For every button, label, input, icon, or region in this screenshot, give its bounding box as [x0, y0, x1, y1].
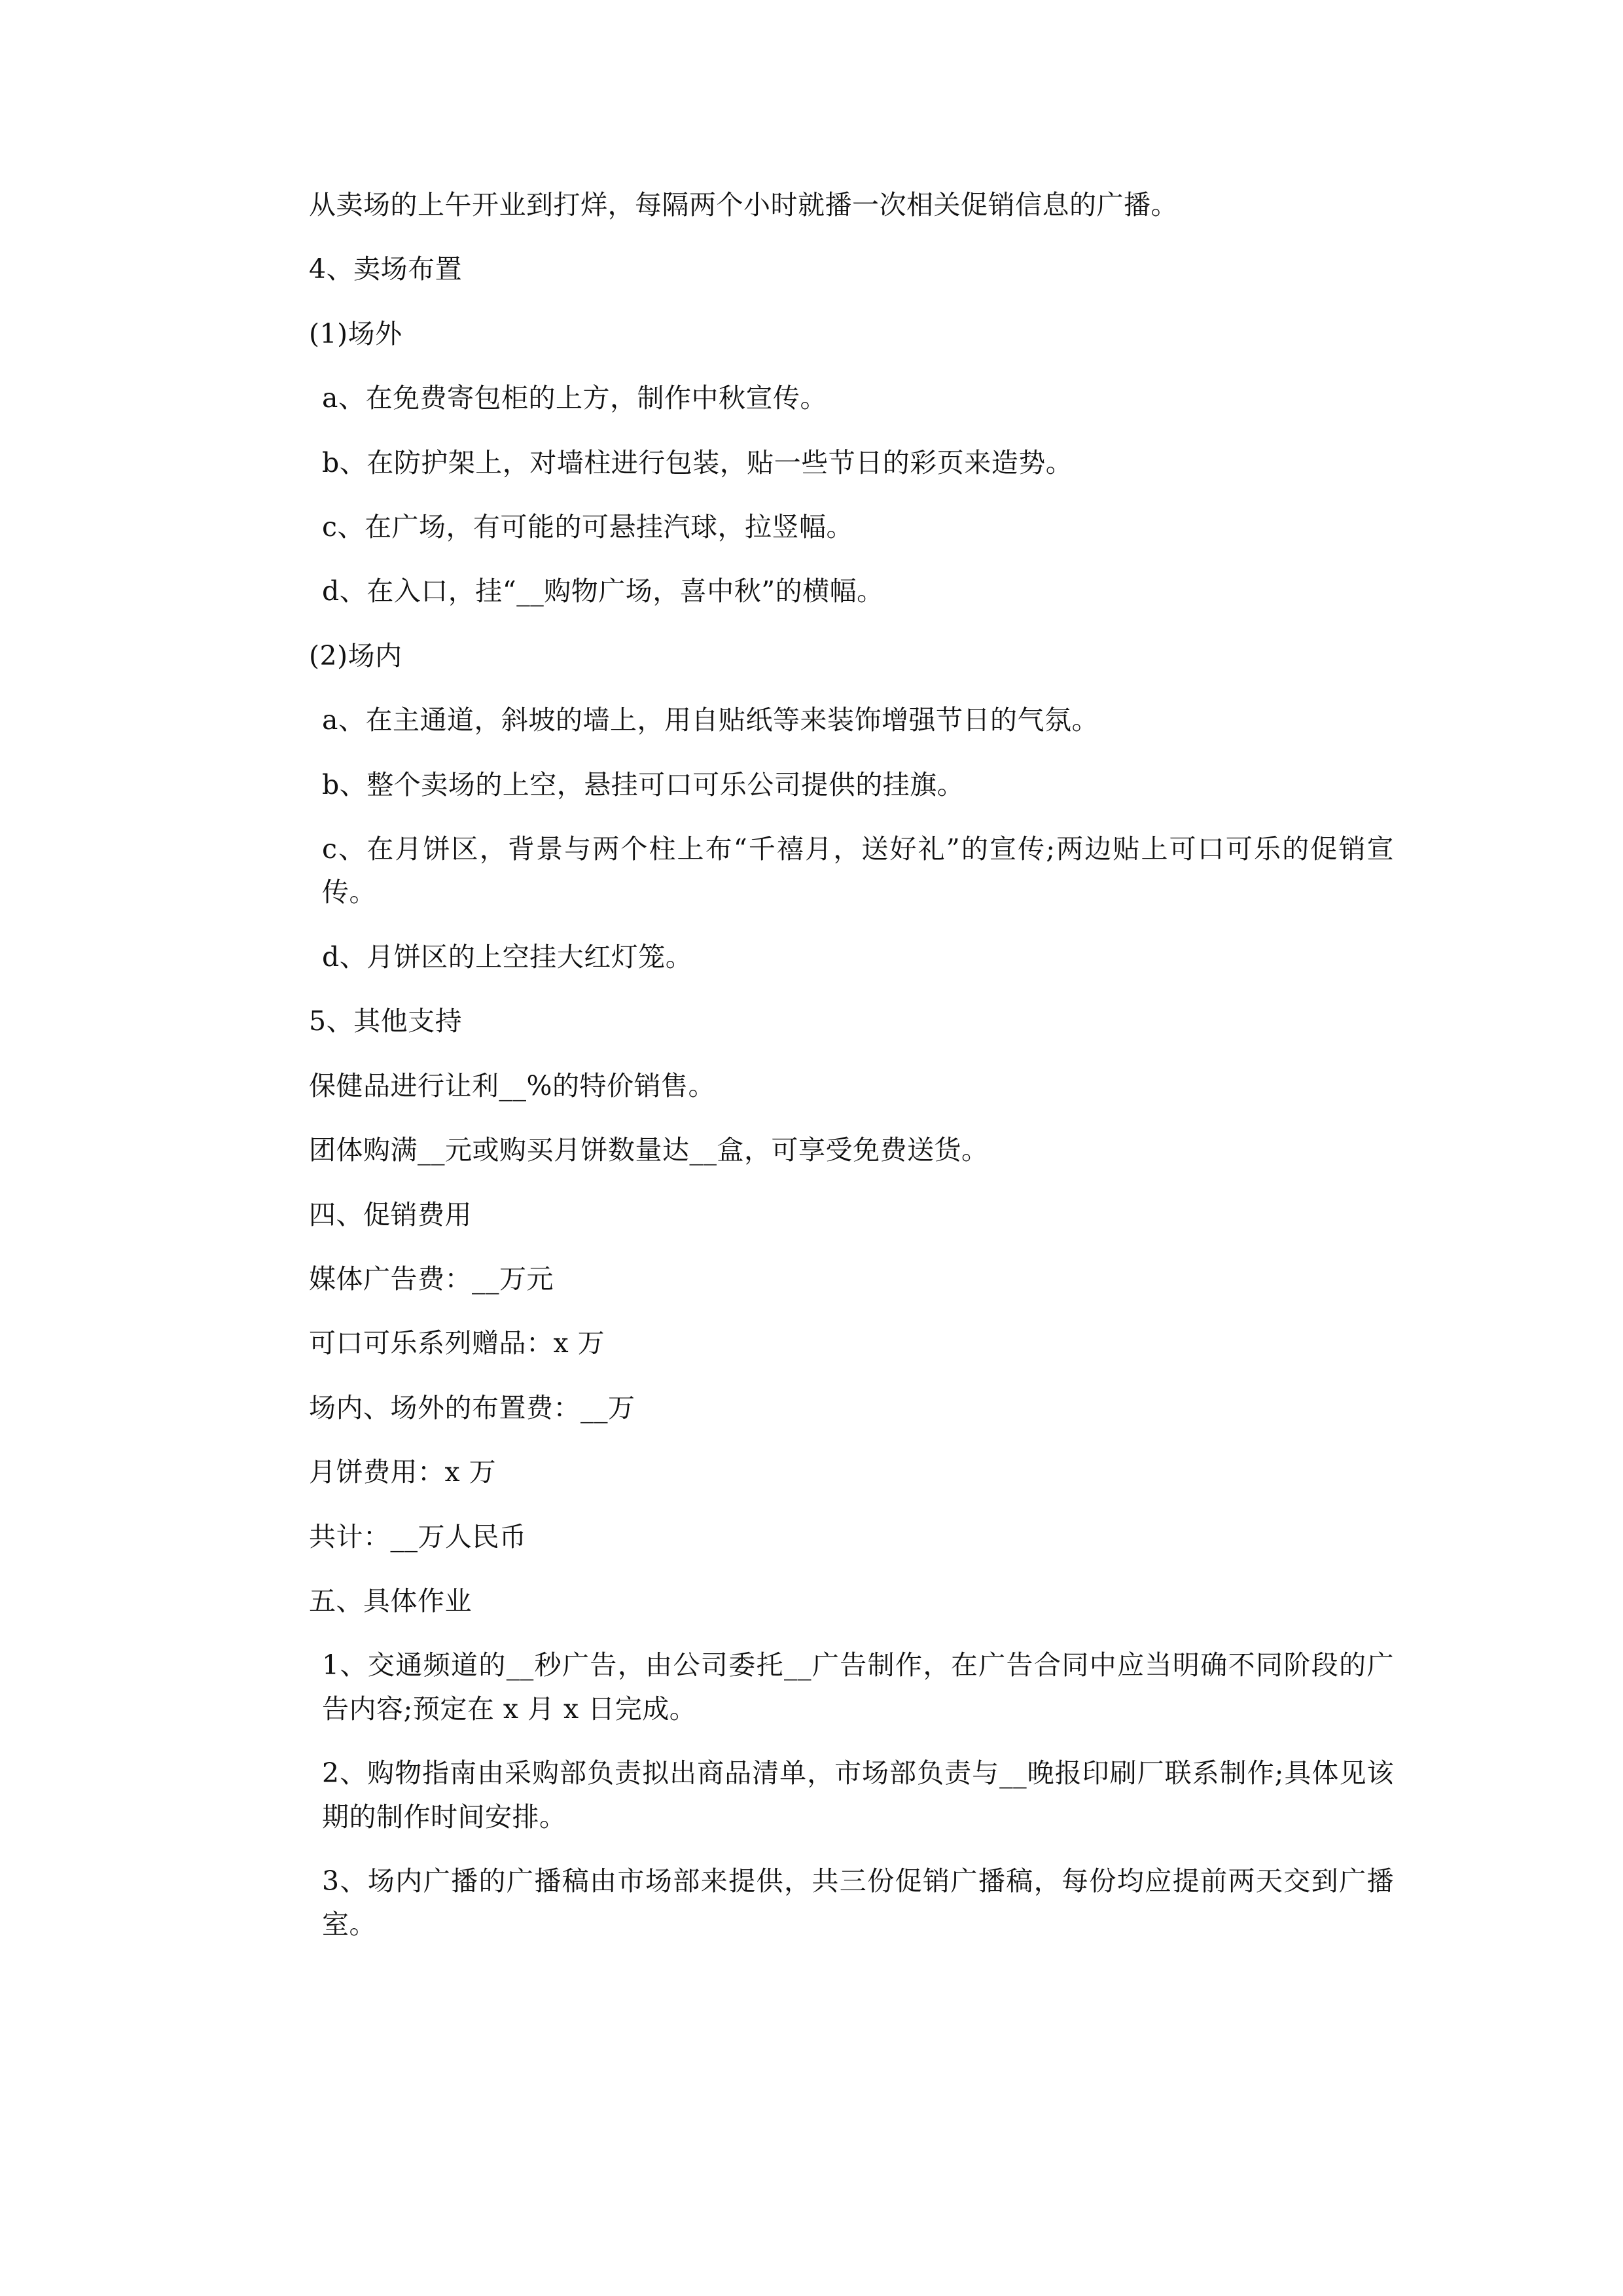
paragraph: b、整个卖场的上空，悬挂可口可乐公司提供的挂旗。: [322, 768, 965, 800]
paragraph: (2)场内: [309, 639, 402, 672]
paragraph: c、在月饼区，背景与两个柱上布“千禧月，送好礼”的宣传;两边贴上可口可乐的促销宣传。: [322, 833, 1394, 908]
paragraph: 4、卖场布置: [309, 253, 463, 285]
paragraph: b、在防护架上，对墙柱进行包装，贴一些节日的彩页来造势。: [322, 446, 1073, 478]
paragraph: 场内、场外的布置费：__万: [309, 1391, 635, 1424]
paragraph: 从卖场的上午开业到打烊，每隔两个小时就播一次相关促销信息的广播。: [309, 189, 1178, 221]
paragraph: 可口可乐系列赠品：x 万: [309, 1327, 605, 1359]
paragraph: a、在免费寄包柜的上方，制作中秋宣传。: [322, 382, 827, 414]
paragraph: 1、交通频道的__秒广告，由公司委托__广告制作，在广告合同中应当明确不同阶段的广告内容;预定在 x 月 x 日完成。: [322, 1649, 1394, 1725]
paragraph: a、在主通道，斜坡的墙上，用自贴纸等来装饰增强节日的气氛。: [322, 704, 1099, 736]
paragraph: 五、具体作业: [309, 1585, 472, 1617]
paragraph: 共计：__万人民币: [309, 1520, 527, 1552]
paragraph: c、在广场，有可能的可悬挂汽球，拉竖幅。: [322, 511, 853, 543]
paragraph: 四、促销费用: [309, 1198, 472, 1230]
paragraph: 媒体广告费：__万元: [309, 1263, 554, 1295]
paragraph: d、在入口，挂“__购物广场，喜中秋”的横幅。: [322, 575, 884, 607]
paragraph: d、月饼区的上空挂大红灯笼。: [322, 941, 693, 973]
paragraph: 保健品进行让利__%的特价销售。: [309, 1069, 715, 1102]
document-body: [281, 183, 1394, 1967]
paragraph: 团体购满__元或购买月饼数量达__盒，可享受免费送货。: [309, 1134, 989, 1166]
paragraph: 5、其他支持: [309, 1005, 463, 1037]
paragraph: 2、购物指南由采购部负责拟出商品清单，市场部负责与__晚报印刷厂联系制作;具体见该期的制作时间安排。: [322, 1757, 1394, 1833]
paragraph: 月饼费用：x 万: [309, 1456, 497, 1488]
paragraph: (1)场外: [309, 317, 402, 350]
paragraph: 3、场内广播的广播稿由市场部来提供，共三份促销广播稿，每份均应提前两天交到广播室。: [322, 1865, 1394, 1941]
